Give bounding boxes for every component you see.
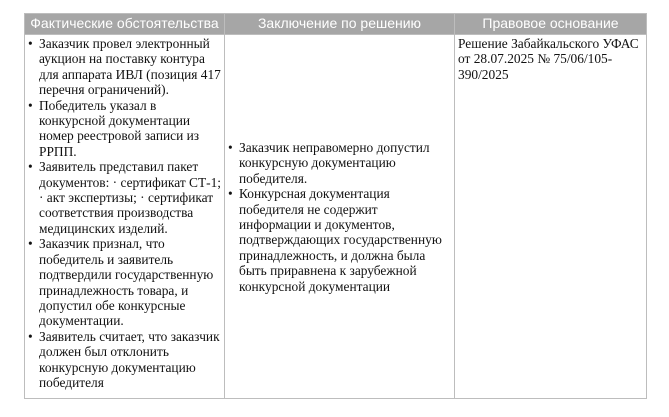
table-header-row: [25, 14, 647, 35]
facts-cell: [25, 35, 225, 399]
document-table-wrapper: [24, 13, 647, 399]
conclusion-cell: [225, 35, 455, 399]
decision-table: [24, 13, 647, 399]
fact-item: • Победитель указал в конкурсной документации номер реестровой записи из РРПП.: [28, 98, 221, 160]
conclusion-item: • Конкурсная документация победителя не содержит информации и документов, подтверждающих государственную принадлежность, и должна была быть приравнена к зарубежной конкурсной документации: [228, 186, 451, 294]
fact-item: • Заявитель считает, что заказчик должен был отклонить конкурсную документацию победителя: [28, 329, 221, 391]
fact-item: • Заказчик провел электронный аукцион на поставку контура для аппарата ИВЛ (позиция 417 перечня ограничений).: [28, 36, 221, 98]
header-conclusion: Заключение по решению: [225, 14, 455, 35]
fact-item: • Заявитель представил пакет документов: · сертификат СТ-1; · акт экспертизы; · сертификат соответствия производства медицинских изделий.: [28, 159, 221, 236]
facts-list: [28, 36, 221, 390]
fact-item: • Заказчик признал, что победитель и заявитель подтвердили государственную принадлежность товара, и допустил обе конкурсные документации.: [28, 236, 221, 328]
conclusion-list: [228, 140, 451, 294]
table-row: [25, 35, 647, 399]
conclusion-item: • Заказчик неправомерно допустил конкурсную документацию победителя.: [228, 140, 451, 186]
header-facts: Фактические обстоятельства: [25, 14, 225, 35]
header-legal-basis: Правовое основание: [455, 14, 647, 35]
legal-basis-cell: Решение Забайкальского УФАС от 28.07.2025 № 75/06/105-390/2025: [455, 35, 647, 399]
